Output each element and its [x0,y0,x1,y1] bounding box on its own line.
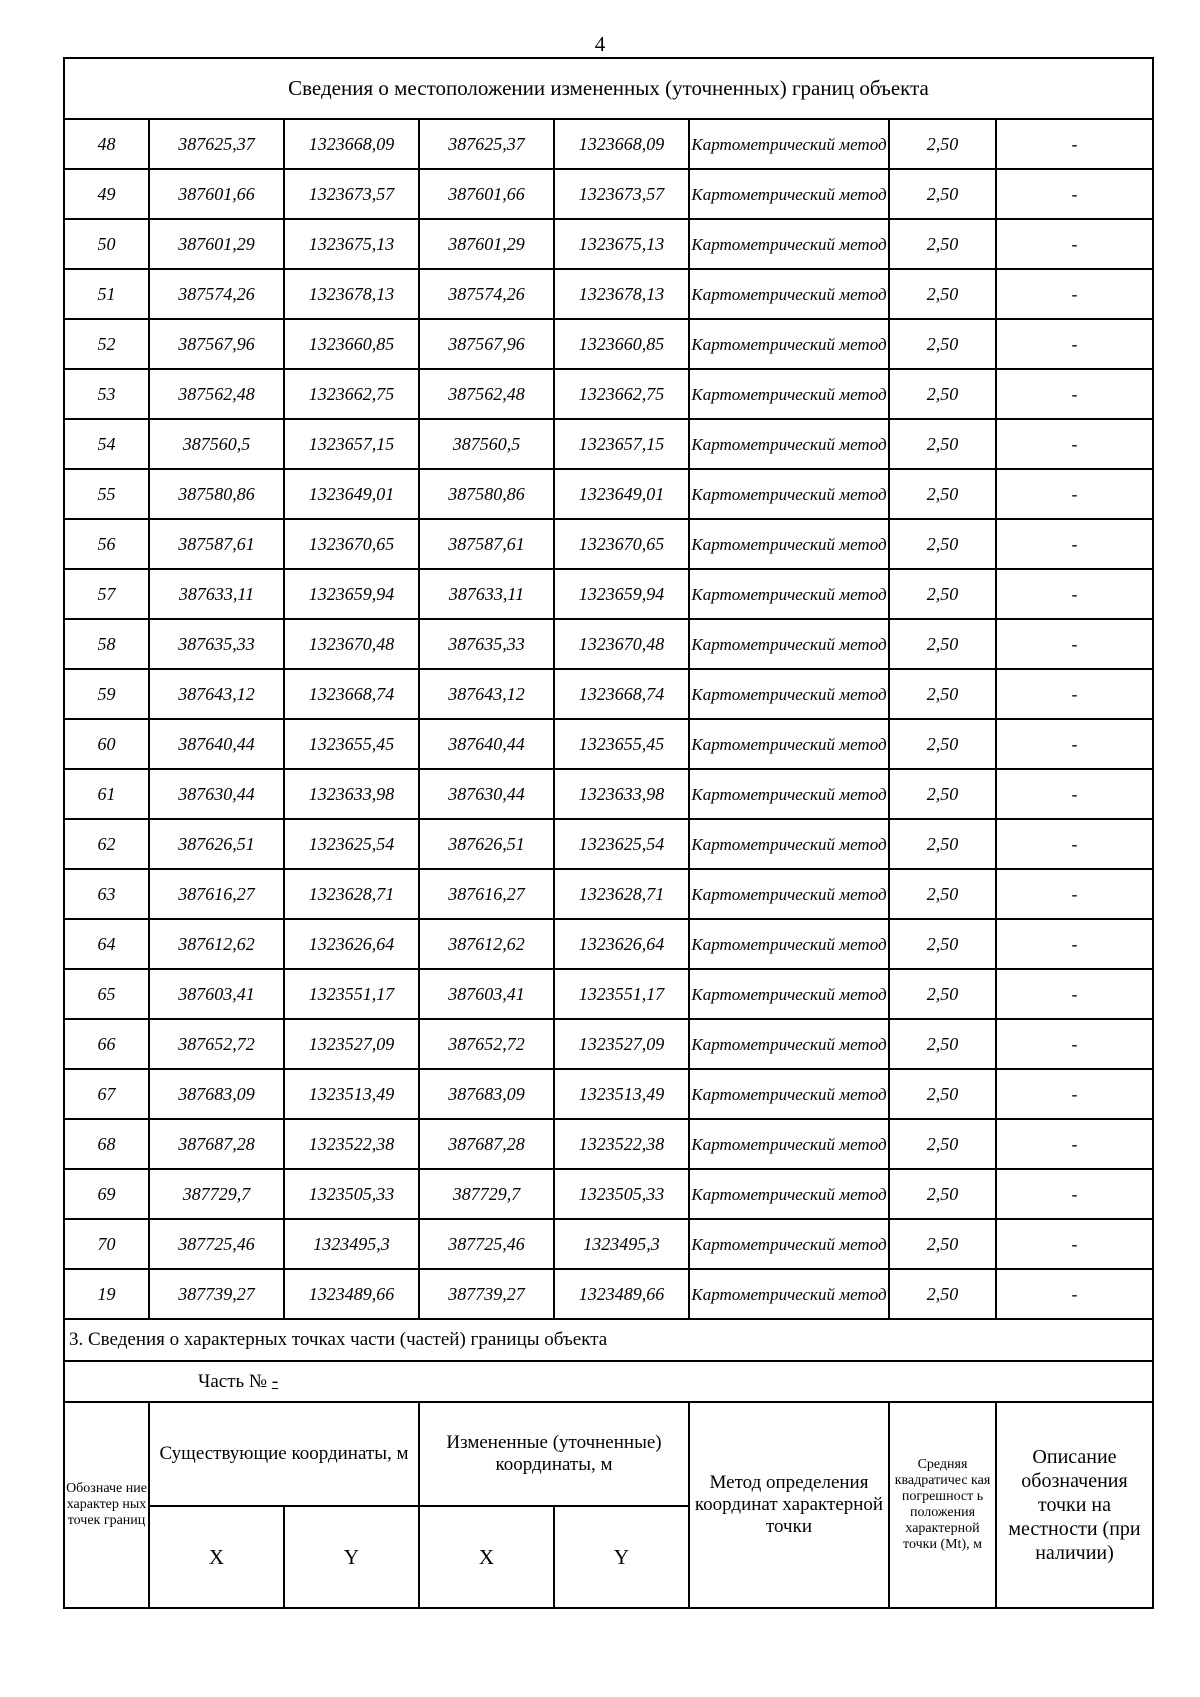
cell-error: 2,50 [889,769,996,819]
cell-method: Картометрический метод [689,569,889,619]
cell-changed-y: 1323659,94 [554,569,689,619]
cell-changed-x: 387562,48 [419,369,554,419]
cell-existing-y: 1323626,64 [284,919,419,969]
cell-existing-y: 1323668,09 [284,119,419,169]
cell-description: - [996,1069,1153,1119]
cell-method: Картометрический метод [689,419,889,469]
cell-description: - [996,1219,1153,1269]
cell-existing-x: 387633,11 [149,569,284,619]
cell-changed-x: 387725,46 [419,1219,554,1269]
cell-method: Картометрический метод [689,519,889,569]
cell-point-number: 54 [64,419,149,469]
cell-point-number: 67 [64,1069,149,1119]
cell-existing-x: 387567,96 [149,319,284,369]
cell-description: - [996,119,1153,169]
cell-changed-x: 387626,51 [419,819,554,869]
cell-error: 2,50 [889,619,996,669]
cell-existing-x: 387601,29 [149,219,284,269]
cell-description: - [996,169,1153,219]
cell-changed-y: 1323673,57 [554,169,689,219]
cell-existing-y: 1323489,66 [284,1269,419,1319]
cell-description: - [996,869,1153,919]
cell-error: 2,50 [889,269,996,319]
cell-error: 2,50 [889,569,996,619]
cell-description: - [996,369,1153,419]
cell-changed-x: 387687,28 [419,1119,554,1169]
cell-method: Картометрический метод [689,169,889,219]
cell-changed-y: 1323660,85 [554,319,689,369]
cell-existing-x: 387580,86 [149,469,284,519]
cell-changed-y: 1323505,33 [554,1169,689,1219]
cell-point-number: 61 [64,769,149,819]
cell-changed-y: 1323649,01 [554,469,689,519]
cell-existing-y: 1323649,01 [284,469,419,519]
cell-method: Картометрический метод [689,469,889,519]
cell-existing-y: 1323657,15 [284,419,419,469]
cell-description: - [996,1019,1153,1069]
table-row [64,469,1153,519]
cell-changed-x: 387601,66 [419,169,554,219]
cell-existing-y: 1323678,13 [284,269,419,319]
cell-method: Картометрический метод [689,669,889,719]
boundary-points-table [63,57,1154,1609]
cell-error: 2,50 [889,169,996,219]
cell-existing-x: 387687,28 [149,1119,284,1169]
cell-description: - [996,819,1153,869]
table-row [64,169,1153,219]
cell-error: 2,50 [889,869,996,919]
cell-error: 2,50 [889,519,996,569]
cell-description: - [996,619,1153,669]
cell-changed-y: 1323626,64 [554,919,689,969]
cell-changed-y: 1323655,45 [554,719,689,769]
cell-method: Картометрический метод [689,969,889,1019]
cell-description: - [996,269,1153,319]
cell-changed-x: 387580,86 [419,469,554,519]
cell-description: - [996,1169,1153,1219]
cell-method: Картометрический метод [689,319,889,369]
cell-method: Картометрический метод [689,619,889,669]
cell-description: - [996,519,1153,569]
cell-changed-x: 387630,44 [419,769,554,819]
cell-changed-y: 1323628,71 [554,869,689,919]
table-row [64,1069,1153,1119]
cell-existing-x: 387630,44 [149,769,284,819]
cell-error: 2,50 [889,119,996,169]
cell-existing-x: 387635,33 [149,619,284,669]
cell-changed-y: 1323495,3 [554,1219,689,1269]
cell-changed-x: 387635,33 [419,619,554,669]
cell-changed-y: 1323662,75 [554,369,689,419]
cell-changed-x: 387616,27 [419,869,554,919]
table-row [64,319,1153,369]
cell-existing-y: 1323660,85 [284,319,419,369]
table-row [64,869,1153,919]
cell-point-number: 53 [64,369,149,419]
cell-error: 2,50 [889,819,996,869]
cell-changed-y: 1323551,17 [554,969,689,1019]
cell-changed-x: 387574,26 [419,269,554,319]
part-label: Часть № [198,1370,272,1392]
cell-changed-x: 387739,27 [419,1269,554,1319]
cell-existing-y: 1323522,38 [284,1119,419,1169]
cell-point-number: 19 [64,1269,149,1319]
header-designation: Обозначе ние характер ных точек границ [64,1402,149,1608]
page-number: 4 [594,32,606,56]
cell-changed-y: 1323668,09 [554,119,689,169]
cell-existing-y: 1323527,09 [284,1019,419,1069]
table-row [64,719,1153,769]
table-row [64,1219,1153,1269]
cell-existing-y: 1323633,98 [284,769,419,819]
cell-point-number: 51 [64,269,149,319]
cell-existing-x: 387725,46 [149,1219,284,1269]
cell-changed-y: 1323670,48 [554,619,689,669]
cell-existing-x: 387603,41 [149,969,284,1019]
cell-changed-y: 1323668,74 [554,669,689,719]
cell-description: - [996,919,1153,969]
cell-method: Картометрический метод [689,219,889,269]
cell-error: 2,50 [889,969,996,1019]
cell-method: Картометрический метод [689,119,889,169]
header-error: Средняя квадратичес кая погрешност ь положения характерной точки (Mt), м [889,1402,996,1608]
table-row [64,269,1153,319]
cell-description: - [996,469,1153,519]
table-row [64,1269,1153,1319]
cell-method: Картометрический метод [689,1219,889,1269]
table-row [64,219,1153,269]
cell-changed-x: 387640,44 [419,719,554,769]
table-row [64,1169,1153,1219]
table-title: Сведения о местоположении измененных (уточненных) границ объекта [64,58,1153,119]
cell-point-number: 60 [64,719,149,769]
header-existing-y: Y [284,1506,419,1608]
table-row [64,1019,1153,1069]
cell-method: Картометрический метод [689,819,889,869]
cell-existing-y: 1323551,17 [284,969,419,1019]
cell-changed-y: 1323657,15 [554,419,689,469]
cell-method: Картометрический метод [689,1169,889,1219]
section-3-title: 3. Сведения о характерных точках части (частей) границы объекта [64,1319,1153,1361]
cell-error: 2,50 [889,369,996,419]
cell-existing-y: 1323668,74 [284,669,419,719]
cell-existing-x: 387616,27 [149,869,284,919]
cell-point-number: 55 [64,469,149,519]
cell-point-number: 66 [64,1019,149,1069]
cell-method: Картометрический метод [689,869,889,919]
cell-existing-x: 387601,66 [149,169,284,219]
cell-description: - [996,769,1153,819]
cell-method: Картометрический метод [689,1069,889,1119]
cell-existing-y: 1323675,13 [284,219,419,269]
cell-changed-x: 387587,61 [419,519,554,569]
part-cell [64,1361,1153,1402]
cell-changed-y: 1323489,66 [554,1269,689,1319]
cell-existing-x: 387652,72 [149,1019,284,1069]
header-changed-y: Y [554,1506,689,1608]
cell-error: 2,50 [889,419,996,469]
cell-error: 2,50 [889,1119,996,1169]
cell-error: 2,50 [889,1219,996,1269]
cell-changed-y: 1323670,65 [554,519,689,569]
cell-error: 2,50 [889,219,996,269]
cell-point-number: 59 [64,669,149,719]
cell-error: 2,50 [889,1169,996,1219]
cell-error: 2,50 [889,319,996,369]
cell-changed-x: 387683,09 [419,1069,554,1119]
cell-point-number: 65 [64,969,149,1019]
cell-existing-x: 387612,62 [149,919,284,969]
header-existing-coordinates: Существующие координаты, м [149,1402,419,1506]
cell-error: 2,50 [889,1069,996,1119]
table-row [64,119,1153,169]
cell-error: 2,50 [889,669,996,719]
table-row [64,619,1153,669]
cell-method: Картометрический метод [689,719,889,769]
part-row [64,1361,1153,1402]
header-existing-x: X [149,1506,284,1608]
cell-changed-x: 387643,12 [419,669,554,719]
cell-changed-x: 387633,11 [419,569,554,619]
cell-existing-x: 387626,51 [149,819,284,869]
cell-method: Картометрический метод [689,769,889,819]
cell-point-number: 63 [64,869,149,919]
cell-description: - [996,669,1153,719]
cell-existing-x: 387643,12 [149,669,284,719]
cell-changed-x: 387729,7 [419,1169,554,1219]
cell-changed-x: 387625,37 [419,119,554,169]
cell-point-number: 64 [64,919,149,969]
cell-changed-x: 387612,62 [419,919,554,969]
cell-description: - [996,719,1153,769]
cell-existing-x: 387587,61 [149,519,284,569]
cell-description: - [996,969,1153,1019]
header-changed-coordinates: Измененные (уточненные) координаты, м [419,1402,689,1506]
cell-existing-y: 1323659,94 [284,569,419,619]
header-method: Метод определения координат характерной точки [689,1402,889,1608]
cell-error: 2,50 [889,719,996,769]
section-3-row [64,1319,1153,1361]
cell-existing-y: 1323505,33 [284,1169,419,1219]
cell-existing-x: 387739,27 [149,1269,284,1319]
cell-description: - [996,1119,1153,1169]
table-row [64,819,1153,869]
cell-point-number: 48 [64,119,149,169]
cell-method: Картометрический метод [689,1269,889,1319]
cell-existing-y: 1323625,54 [284,819,419,869]
table-row [64,919,1153,969]
cell-point-number: 49 [64,169,149,219]
table-row [64,1119,1153,1169]
cell-description: - [996,319,1153,369]
cell-description: - [996,569,1153,619]
cell-changed-x: 387560,5 [419,419,554,469]
cell-point-number: 68 [64,1119,149,1169]
cell-description: - [996,419,1153,469]
table-row [64,569,1153,619]
table-title-row [64,58,1153,119]
cell-existing-y: 1323513,49 [284,1069,419,1119]
cell-existing-y: 1323670,65 [284,519,419,569]
cell-existing-x: 387640,44 [149,719,284,769]
cell-changed-y: 1323527,09 [554,1019,689,1069]
cell-point-number: 50 [64,219,149,269]
cell-existing-x: 387562,48 [149,369,284,419]
cell-existing-y: 1323655,45 [284,719,419,769]
cell-error: 2,50 [889,919,996,969]
cell-existing-x: 387560,5 [149,419,284,469]
table-row [64,669,1153,719]
cell-existing-y: 1323670,48 [284,619,419,669]
cell-existing-y: 1323662,75 [284,369,419,419]
cell-point-number: 58 [64,619,149,669]
cell-changed-x: 387652,72 [419,1019,554,1069]
cell-point-number: 56 [64,519,149,569]
cell-changed-x: 387567,96 [419,319,554,369]
column-header-row [64,1402,1153,1506]
cell-existing-y: 1323628,71 [284,869,419,919]
cell-existing-x: 387574,26 [149,269,284,319]
cell-description: - [996,1269,1153,1319]
cell-existing-x: 387625,37 [149,119,284,169]
cell-existing-x: 387729,7 [149,1169,284,1219]
table-row [64,969,1153,1019]
cell-method: Картометрический метод [689,1019,889,1069]
cell-changed-y: 1323678,13 [554,269,689,319]
table-row [64,369,1153,419]
cell-point-number: 69 [64,1169,149,1219]
cell-error: 2,50 [889,1019,996,1069]
header-description: Описание обозначения точки на местности (при наличии) [996,1402,1153,1608]
cell-existing-x: 387683,09 [149,1069,284,1119]
cell-changed-x: 387603,41 [419,969,554,1019]
cell-point-number: 70 [64,1219,149,1269]
table-row [64,419,1153,469]
cell-method: Картометрический метод [689,369,889,419]
cell-changed-x: 387601,29 [419,219,554,269]
cell-changed-y: 1323675,13 [554,219,689,269]
cell-error: 2,50 [889,469,996,519]
cell-method: Картометрический метод [689,919,889,969]
cell-existing-y: 1323495,3 [284,1219,419,1269]
cell-error: 2,50 [889,1269,996,1319]
cell-point-number: 62 [64,819,149,869]
table-row [64,519,1153,569]
cell-changed-y: 1323625,54 [554,819,689,869]
part-value: - [271,1370,279,1392]
cell-description: - [996,219,1153,269]
cell-point-number: 52 [64,319,149,369]
cell-method: Картометрический метод [689,269,889,319]
cell-changed-y: 1323522,38 [554,1119,689,1169]
cell-existing-y: 1323673,57 [284,169,419,219]
table-row [64,769,1153,819]
cell-method: Картометрический метод [689,1119,889,1169]
cell-point-number: 57 [64,569,149,619]
cell-changed-y: 1323633,98 [554,769,689,819]
cell-changed-y: 1323513,49 [554,1069,689,1119]
header-changed-x: X [419,1506,554,1608]
